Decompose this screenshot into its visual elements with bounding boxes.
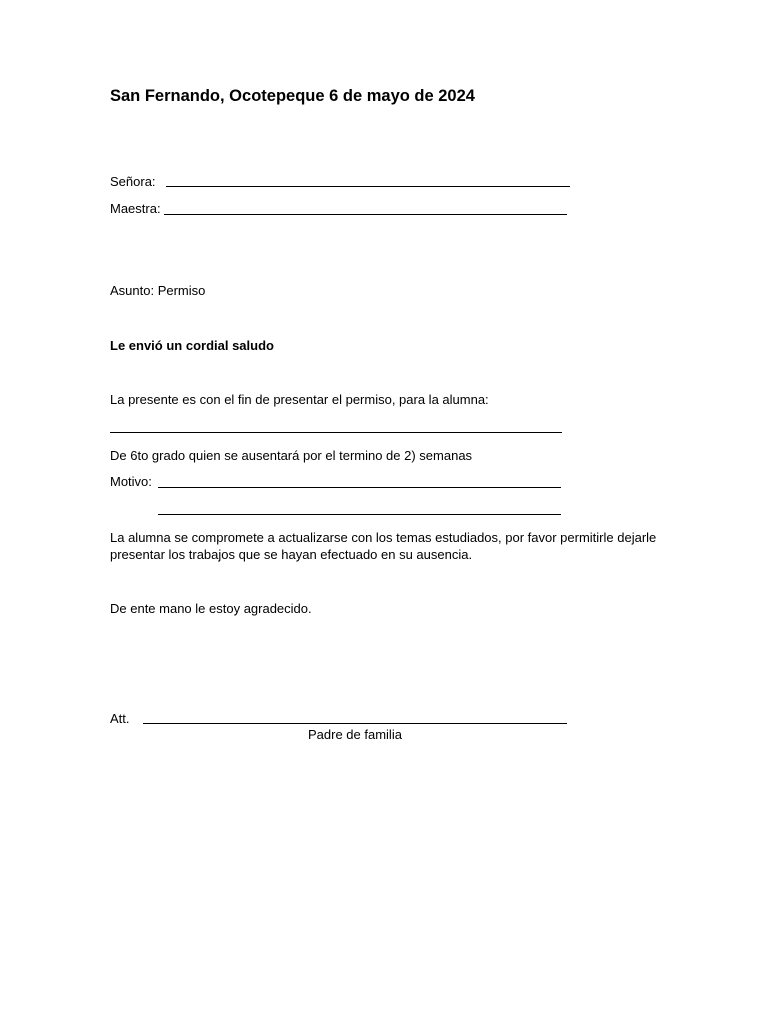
greeting-line: Le envió un cordial saludo: [110, 338, 274, 353]
student-name-blank-line: [110, 432, 562, 433]
senora-label: Señora:: [110, 174, 156, 189]
maestra-label: Maestra:: [110, 201, 161, 216]
att-label: Att.: [110, 711, 130, 726]
letter-heading: San Fernando, Ocotepeque 6 de mayo de 2024: [110, 87, 475, 105]
intro-line: La presente es con el fin de presentar el permiso, para la alumna:: [110, 392, 489, 407]
commitment-paragraph: La alumna se compromete a actualizarse con los temas estudiados, por favor permitirle dejarle presentar los trabajos que se hayan efectuado en su ausencia.: [110, 530, 657, 562]
maestra-blank-line: [164, 214, 567, 215]
senora-blank-line: [166, 186, 570, 187]
signature-blank-line: [143, 723, 567, 724]
signature-caption: Padre de familia: [308, 727, 402, 742]
subject-line: Asunto: Permiso: [110, 283, 206, 298]
motivo-blank-line: [158, 487, 561, 488]
thanks-line: De ente mano le estoy agradecido.: [110, 601, 312, 616]
motivo-label: Motivo:: [110, 474, 152, 489]
motivo-blank-line-2: [158, 514, 561, 515]
grade-line: De 6to grado quien se ausentará por el termino de 2) semanas: [110, 448, 473, 463]
